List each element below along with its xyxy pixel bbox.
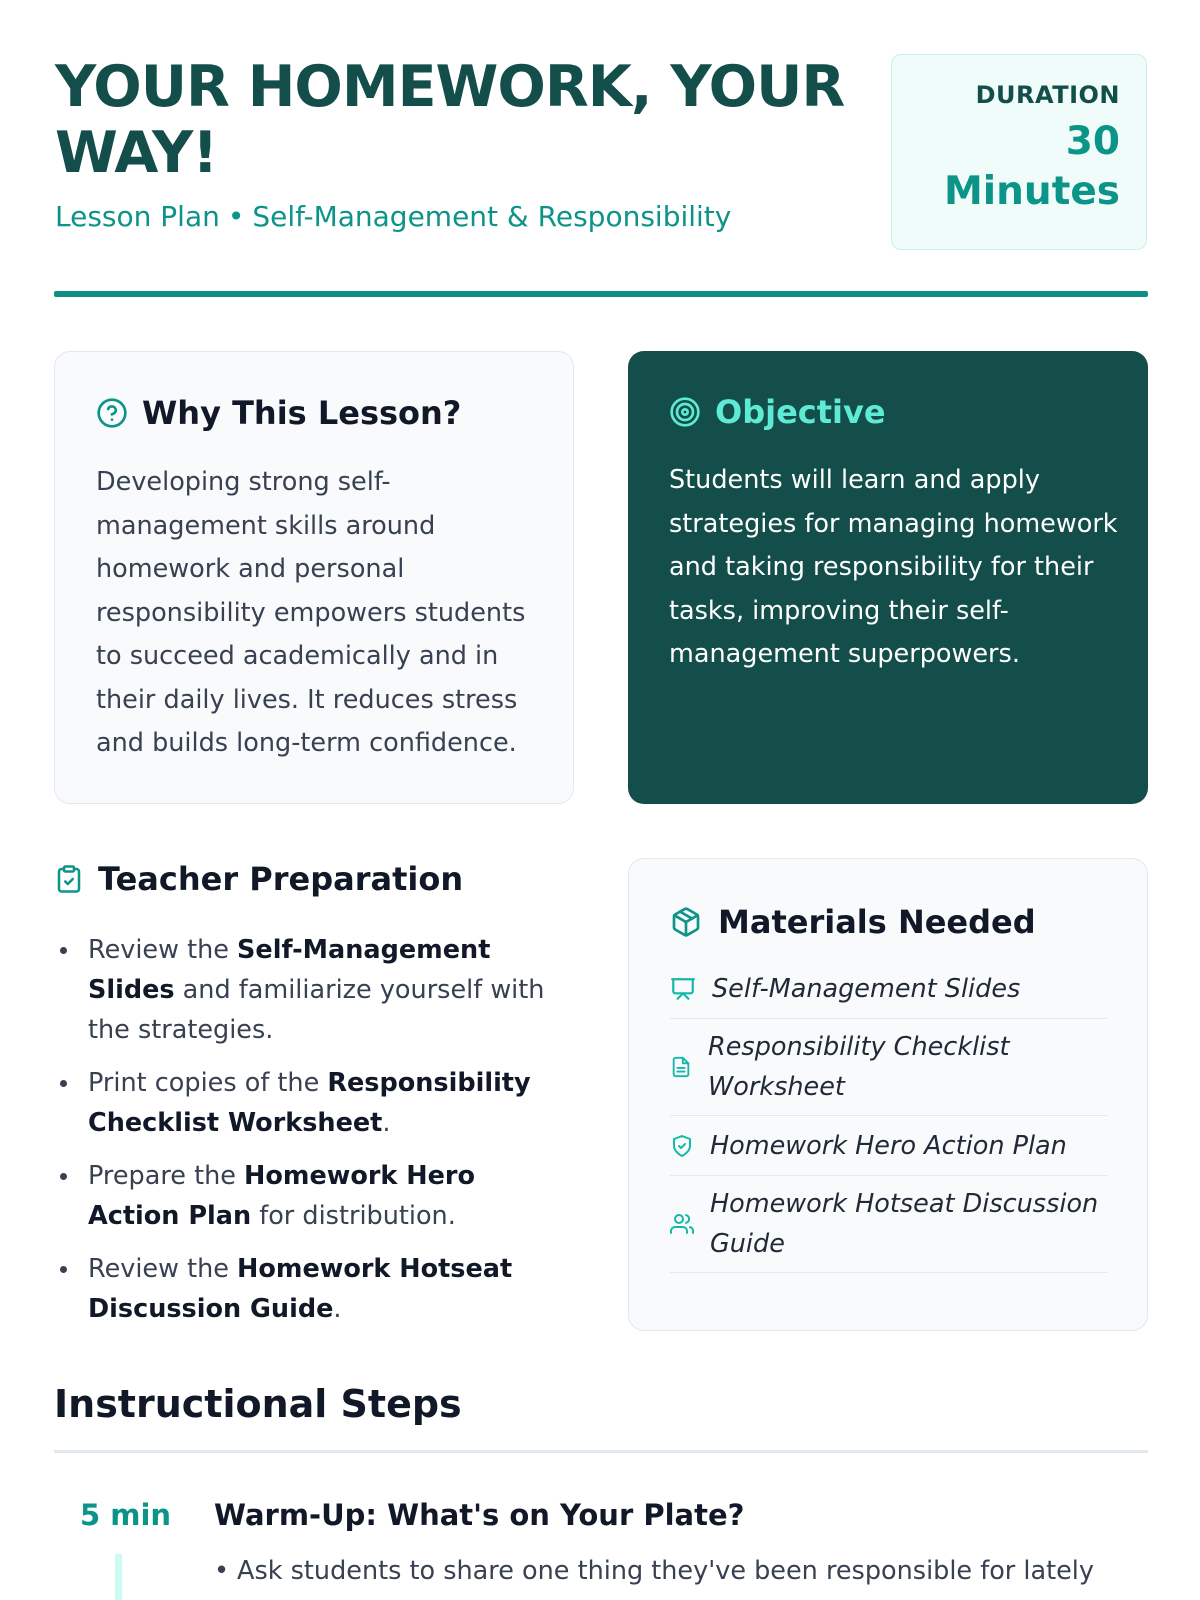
- material-label: Responsibility Checklist Worksheet: [708, 1032, 1010, 1102]
- step-title: Warm-Up: What's on Your Plate?: [214, 1498, 745, 1532]
- material-item: [670, 1176, 1107, 1273]
- materials-title: Materials Needed: [718, 903, 1036, 941]
- step-point-text: Ask students to share one thing they've been responsible for lately: [237, 1556, 1094, 1586]
- shield-check-icon: [670, 1133, 694, 1159]
- target-icon: [669, 396, 701, 428]
- package-icon: [670, 906, 702, 938]
- step-duration: 5 min: [80, 1498, 172, 1532]
- preparation-item: Prepare the Homework Hero Action Plan for distribution.: [54, 1156, 574, 1236]
- material-label: Self-Management Slides: [712, 973, 1021, 1004]
- material-label: Homework Hotseat Discussion Guide: [710, 1189, 1099, 1259]
- clipboard-check-icon: [54, 863, 84, 895]
- steps-divider: [54, 1450, 1148, 1453]
- preparation-item: Review the Self-Management Slides and familiarize yourself with the strategies.: [54, 930, 574, 1050]
- material-item: [670, 959, 1107, 1019]
- material-item: [670, 1116, 1107, 1176]
- subtitle-topic: Self-Management & Responsibility: [252, 200, 732, 233]
- material-label: Homework Hero Action Plan: [710, 1130, 1067, 1161]
- preparation-header: [54, 860, 463, 898]
- why-lesson-header: [96, 394, 461, 432]
- objective-title: Objective: [715, 393, 886, 431]
- presentation-icon: [670, 976, 696, 1002]
- bullet-marker: •: [214, 1556, 230, 1586]
- subtitle-doc-type: Lesson Plan: [55, 200, 220, 233]
- duration-badge: [891, 54, 1147, 250]
- objective-card: [628, 351, 1148, 804]
- preparation-item: Review the Homework Hotseat Discussion Guide.: [54, 1249, 574, 1329]
- subtitle-separator: •: [227, 200, 245, 233]
- materials-header: [670, 903, 1036, 941]
- preparation-list: [54, 930, 574, 1342]
- page-title: YOUR HOMEWORK, YOUR WAY!: [55, 54, 845, 186]
- preparation-title: Teacher Preparation: [98, 860, 464, 898]
- why-lesson-card: [54, 351, 574, 804]
- objective-text: Students will learn and apply strategies for managing homework and taking responsibility for their tasks, improving their self-management superpowers.: [669, 465, 1118, 669]
- users-icon: [670, 1211, 694, 1237]
- question-circle-icon: [96, 397, 128, 429]
- material-item: [670, 1019, 1107, 1116]
- why-lesson-text: Developing strong self-management skills around homework and personal responsibility empowers students to succeed academically and in their daily lives. It reduces stress and builds long-term confidence.: [96, 467, 526, 758]
- steps-section-title: Instructional Steps: [54, 1382, 462, 1426]
- preparation-item: Print copies of the Responsibility Checklist Worksheet.: [54, 1063, 574, 1143]
- materials-list: [670, 959, 1107, 1273]
- step-point: [214, 1556, 1094, 1586]
- objective-header: [669, 393, 886, 431]
- duration-value: 30 Minutes: [943, 119, 1120, 214]
- duration-label: DURATION: [975, 81, 1120, 109]
- step-timeline-bar: [115, 1554, 122, 1600]
- header-divider: [54, 291, 1148, 297]
- why-lesson-title: Why This Lesson?: [142, 394, 462, 432]
- page-subtitle: [55, 200, 731, 233]
- materials-card: [628, 858, 1148, 1331]
- document-icon: [670, 1054, 692, 1080]
